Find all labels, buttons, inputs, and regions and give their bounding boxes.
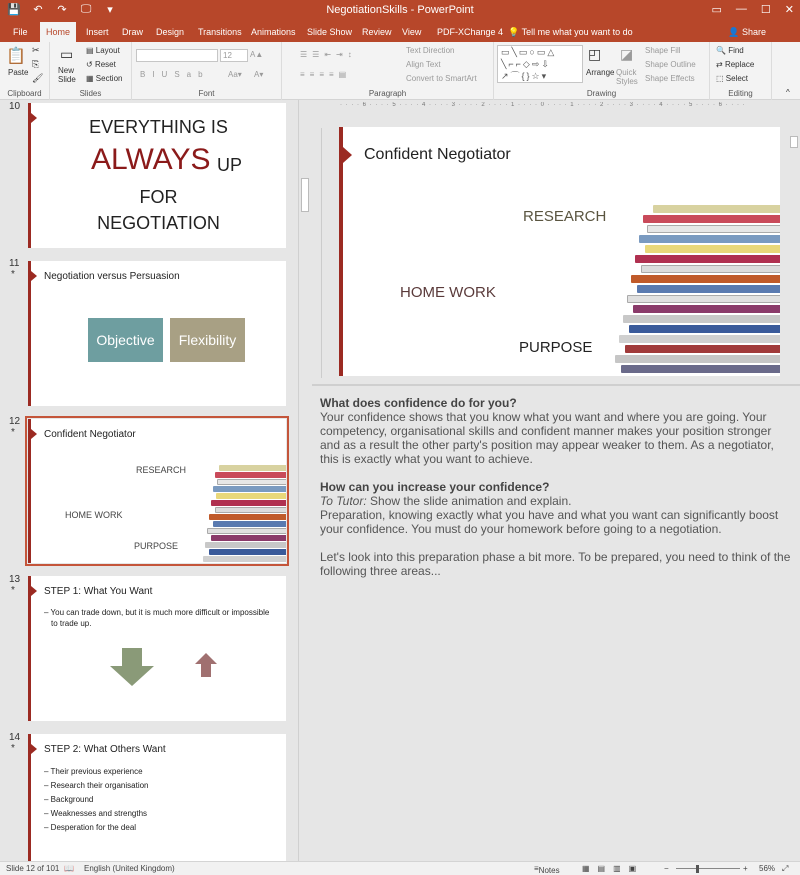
shapes-gallery[interactable]: ▭╲▭○▭△ ╲⌐⌐◇⇨⇩ ↗⌒{}☆▾ xyxy=(497,45,583,83)
notes-paragraph: Let's look into this preparation phase a bit more. To be prepared, you need to think of the following three areas... xyxy=(320,550,791,578)
tab-pdf-xchange[interactable]: PDF-XChange 4 xyxy=(437,27,504,37)
align-text-button[interactable]: Align Text xyxy=(406,60,441,69)
format-painter-icon[interactable]: 🖌 xyxy=(32,73,44,83)
title-bar xyxy=(0,0,800,22)
slide-thumbnail-10[interactable] xyxy=(28,103,286,248)
ribbon-display-options-icon[interactable]: ▭ xyxy=(711,4,722,16)
slide-marker xyxy=(31,429,37,439)
convert-smartart-button[interactable]: Convert to SmartArt xyxy=(406,74,477,83)
font-size-input[interactable]: 12 xyxy=(220,49,248,62)
book-stack-image xyxy=(197,461,286,563)
slide-text-homework[interactable]: HOME WORK xyxy=(400,284,496,301)
tab-review[interactable]: Review xyxy=(362,27,392,37)
thumb-bullet: – Their previous experience xyxy=(44,767,143,776)
down-arrow-icon xyxy=(110,648,154,688)
slide-text-purpose[interactable]: PURPOSE xyxy=(519,339,593,356)
tab-file[interactable]: File xyxy=(13,27,28,37)
slide-marker xyxy=(343,147,352,163)
minimize-button[interactable]: — xyxy=(735,3,747,15)
zoom-slider[interactable] xyxy=(676,868,740,869)
window-controls xyxy=(712,3,795,16)
share-label: Share xyxy=(741,27,766,37)
thumb-bullet: – Desperation for the deal xyxy=(44,823,137,832)
slide-marker xyxy=(31,586,37,596)
find-button[interactable]: 🔍 Find xyxy=(716,46,744,55)
animation-star-icon: * xyxy=(11,743,15,754)
group-label-slides: Slides xyxy=(79,89,102,98)
slide-number: 10 xyxy=(9,101,21,112)
section-label: Section xyxy=(95,74,123,83)
align-buttons[interactable]: ≡≡≡≡▤ xyxy=(300,70,352,79)
replace-button[interactable]: ⇄ Replace xyxy=(716,60,755,69)
list-buttons[interactable]: ☰☰⇤⇥↕ xyxy=(300,50,357,59)
group-label-font: Font xyxy=(198,89,215,98)
spelling-icon[interactable]: 📖 xyxy=(64,864,74,873)
thumb-title: Negotiation versus Persuasion xyxy=(44,271,180,282)
quick-styles-button[interactable]: Quick Styles xyxy=(616,68,638,86)
slide-thumbnail-14[interactable] xyxy=(28,734,286,861)
reset-button[interactable]: ↺ Reset xyxy=(86,60,116,69)
notes-paragraph: Your confidence shows that you know what you want and where you are going. Your competency, organisational skills and confident manner makes your position stronger and as a result the other party's position may appear weaker to them. As a negotiator, this is exactly what you want to achieve. xyxy=(320,410,774,466)
save-icon[interactable]: 💾 xyxy=(7,4,21,16)
notes-heading: What does confidence do for you? xyxy=(320,396,517,410)
lightbulb-icon: 💡 xyxy=(508,27,520,37)
animation-star-icon: * xyxy=(11,585,15,596)
shape-fill-button[interactable]: Shape Fill xyxy=(645,46,681,55)
tab-draw[interactable]: Draw xyxy=(122,27,144,37)
zoom-in-icon[interactable]: + xyxy=(743,864,748,873)
tutor-label: To Tutor: xyxy=(320,494,367,508)
arrange-icon[interactable]: ◰ xyxy=(588,46,602,62)
zoom-level[interactable]: 56% xyxy=(759,864,776,873)
tutor-text: Show the slide animation and explain. xyxy=(366,494,572,508)
tab-insert[interactable]: Insert xyxy=(86,27,109,37)
thumb-bullet: – You can trade down, but it is much more difficult or impossible to trade up. xyxy=(44,608,270,628)
thumb-title: STEP 2: What Others Want xyxy=(44,744,166,755)
slide-number: 13 xyxy=(9,574,21,585)
tell-me-search[interactable] xyxy=(508,27,633,38)
share-button[interactable] xyxy=(728,27,766,38)
thumb-text: NEGOTIATION xyxy=(97,213,220,233)
group-label-clipboard: Clipboard xyxy=(7,89,42,98)
font-color-icon[interactable]: A▾ xyxy=(254,70,264,79)
shape-effects-button[interactable]: Shape Effects xyxy=(645,74,695,83)
book-stack-image[interactable] xyxy=(603,201,780,376)
shape-outline-button[interactable]: Shape Outline xyxy=(645,60,696,69)
language-indicator[interactable]: English (United Kingdom) xyxy=(84,864,175,873)
notes-toggle[interactable]: ≡ Notes xyxy=(534,864,560,875)
reset-label: Reset xyxy=(94,60,116,69)
select-label: Select xyxy=(725,74,749,83)
tab-slide-show[interactable]: Slide Show xyxy=(307,27,353,37)
redo-icon[interactable]: ↷ xyxy=(57,4,67,16)
tell-me-label: Tell me what you want to do xyxy=(521,27,633,37)
slide-thumbnail-panel xyxy=(0,100,298,861)
group-slides xyxy=(50,42,132,100)
present-icon[interactable]: 🖵 xyxy=(80,3,92,15)
thumb-text: RESEARCH xyxy=(136,465,187,475)
animation-star-icon: * xyxy=(11,269,15,280)
status-bar xyxy=(0,861,800,875)
ribbon xyxy=(0,42,800,100)
horizontal-ruler: · · · · 6 · · · · 5 · · · · 4 · · · · 3 · · · · 2 · · · · 1 · · · · 0 · · · · 1 · · · · 2 · · · · 3 · · · · 4 · · · · 5 · · · · 6 · · · · xyxy=(340,102,746,108)
notes-pane[interactable] xyxy=(312,384,800,861)
copy-icon[interactable]: ⎘ xyxy=(32,59,40,69)
select-button[interactable]: ⬚ Select xyxy=(716,74,749,83)
thumb-bullet-list xyxy=(44,765,149,835)
undo-icon[interactable]: ↶ xyxy=(33,4,43,16)
paste-button[interactable]: Paste xyxy=(8,68,29,77)
thumb-bullet: – Weaknesses and strengths xyxy=(44,809,148,818)
text-direction-button[interactable]: Text Direction xyxy=(406,46,455,55)
cut-icon[interactable]: ✂ xyxy=(32,45,40,55)
thumb-text: EVERYTHING IS xyxy=(89,117,228,137)
layout-label: Layout xyxy=(95,46,120,55)
group-label-editing: Editing xyxy=(728,89,753,98)
scroll-thumb[interactable] xyxy=(790,136,798,148)
window-title: NegotiationSkills - PowerPoint xyxy=(326,4,474,16)
find-label: Find xyxy=(728,46,744,55)
section-button[interactable]: ▦ Section xyxy=(86,74,123,83)
slide-title[interactable]: Confident Negotiator xyxy=(364,146,511,163)
person-icon: 👤 xyxy=(728,27,740,37)
slide-number: 12 xyxy=(9,416,21,427)
editor-scrollbar[interactable] xyxy=(788,100,800,384)
tab-animations[interactable]: Animations xyxy=(251,27,296,37)
thumb-bullet: – Background xyxy=(44,795,94,804)
view-buttons[interactable]: ▦▤▥▣ xyxy=(582,864,645,873)
customize-qat-icon[interactable]: ▾ xyxy=(107,4,113,16)
quick-styles-icon[interactable]: ◪ xyxy=(620,46,634,62)
animation-star-icon: * xyxy=(11,427,15,438)
fit-slide-icon[interactable]: ⤢ xyxy=(782,864,789,873)
paste-icon[interactable]: 📋 xyxy=(6,48,26,65)
thumb-text: FOR xyxy=(139,187,178,207)
grow-font-icon[interactable]: A▲ xyxy=(250,50,264,59)
slide-editor xyxy=(312,100,800,384)
current-slide[interactable] xyxy=(339,127,780,376)
thumb-box: Flexibility xyxy=(170,318,245,362)
notes-heading: How can you increase your confidence? xyxy=(320,480,550,494)
change-case-icon[interactable]: Aa▾ xyxy=(228,70,242,79)
thumb-title: STEP 1: What You Want xyxy=(44,586,153,597)
slide-thumbnail-12[interactable] xyxy=(28,419,286,563)
zoom-out-icon[interactable]: − xyxy=(664,864,669,873)
layout-button[interactable]: ▤ Layout xyxy=(86,46,120,55)
arrange-button[interactable]: Arrange xyxy=(586,68,615,77)
notes-label: Notes xyxy=(538,866,560,875)
scroll-thumb[interactable] xyxy=(301,178,309,212)
thumb-text: ALWAYS xyxy=(91,143,211,176)
new-slide-icon[interactable]: ▭ xyxy=(60,46,74,62)
thumb-text: PURPOSE xyxy=(134,541,179,551)
thumb-title: Confident Negotiator xyxy=(44,429,136,440)
thumb-bullet: – Research their organisation xyxy=(44,781,149,790)
up-arrow-icon xyxy=(195,653,217,677)
tab-transitions[interactable]: Transitions xyxy=(198,27,242,37)
notes-paragraph: Preparation, knowing exactly what you have and what you want can significantly boost your confidence. You must do your homework before going to a negotiation. xyxy=(320,508,779,536)
slide-number: 14 xyxy=(9,732,21,743)
notes-tutor-line xyxy=(320,494,792,508)
new-slide-button[interactable]: New Slide xyxy=(58,66,76,84)
slide-counter: Slide 12 of 101 xyxy=(6,864,60,873)
collapse-ribbon-icon[interactable]: ^ xyxy=(786,88,790,97)
slide-text-research[interactable]: RESEARCH xyxy=(523,208,607,225)
group-editing xyxy=(710,42,772,100)
maximize-button[interactable]: ☐ xyxy=(760,4,771,16)
tab-view[interactable]: View xyxy=(402,27,422,37)
group-label-drawing: Drawing xyxy=(586,89,617,98)
slide-thumbnail-11[interactable] xyxy=(28,261,286,406)
zoom-slider-thumb[interactable] xyxy=(696,865,699,873)
thumb-text: HOME WORK xyxy=(65,510,123,520)
thumbnail-scrollbar[interactable] xyxy=(298,100,311,861)
tab-design[interactable]: Design xyxy=(156,27,185,37)
slide-marker xyxy=(31,744,37,754)
thumb-box: Objective xyxy=(88,318,163,362)
vertical-ruler xyxy=(314,128,322,378)
group-label-paragraph: Paragraph xyxy=(368,89,407,98)
replace-label: Replace xyxy=(724,60,755,69)
thumb-text: UP xyxy=(217,155,243,175)
tab-home[interactable]: Home xyxy=(40,22,76,42)
font-style-buttons[interactable]: BIUSab xyxy=(140,70,210,79)
ribbon-tabs xyxy=(0,22,800,42)
font-name-input[interactable] xyxy=(136,49,218,62)
group-clipboard xyxy=(0,42,50,100)
slide-thumbnail-13[interactable] xyxy=(28,576,286,721)
close-button[interactable]: ✕ xyxy=(784,4,794,16)
slide-number: 11 xyxy=(9,258,20,269)
slide-marker xyxy=(31,271,37,281)
